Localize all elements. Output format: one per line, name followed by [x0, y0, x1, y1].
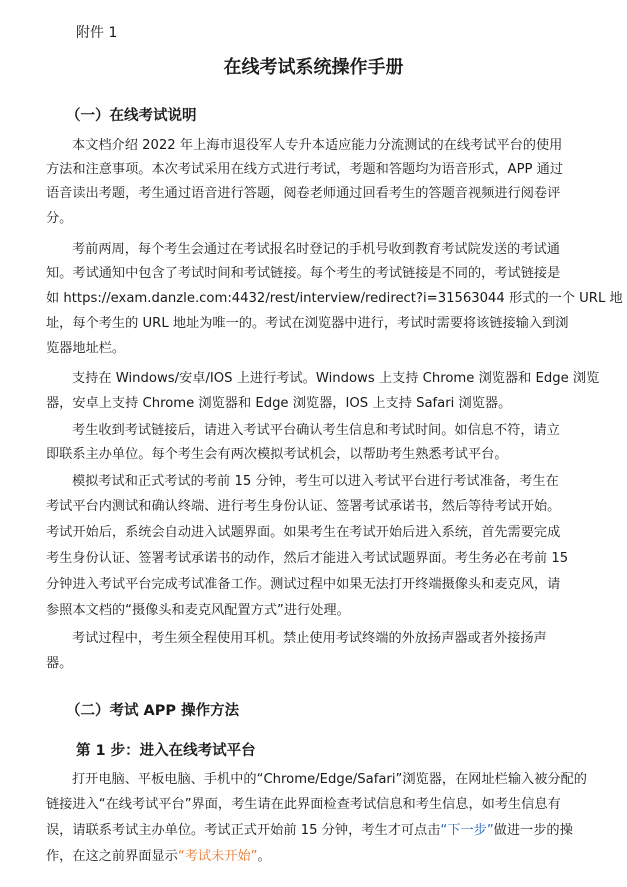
- paragraph-line: 考生身份认证、签署考试承诺书的动作，然后才能进入考试试题界面。考生务必在考前 15: [46, 551, 569, 566]
- paragraph-line: 考试平台内测试和确认终端、进行考生身份认证、签署考试承诺书，然后等待考试开始。: [46, 499, 561, 514]
- paragraph-line: [46, 819, 573, 838]
- paragraph-line: 考生收到考试链接后，请进入考试平台确认考生信息和考试时间。如信息不符，请立: [72, 423, 560, 438]
- paragraph-line: 即联系主办单位。每个考生会有两次模拟考试机会，以帮助考生熟悉考试平台。: [46, 447, 508, 462]
- document-title: 在线考试系统操作手册: [223, 57, 404, 78]
- paragraph-text: 。: [257, 849, 271, 864]
- paragraph-line: 模拟考试和正式考试的考前 15 分钟，考生可以进入考试平台进行考试准备，考生在: [72, 474, 559, 489]
- paragraph-text: 做进一步的操: [493, 823, 573, 838]
- paragraph-line: 分钟进入考试平台完成考试准备工作。测试过程中如果无法打开终端摄像头和麦克风，请: [46, 577, 561, 592]
- paragraph-line: 考前两周，每个考生会通过在考试报名时登记的手机号收到教育考试院发送的考试通: [72, 242, 560, 257]
- paragraph-line: 打开电脑、平板电脑、手机中的“Chrome/Edge/Safari”浏览器，在网址栏输入被分配的: [72, 772, 587, 787]
- paragraph-line: 参照本文档的“摄像头和麦克风配置方式”进行处理。: [46, 603, 350, 618]
- section-heading-app-operation: （二）考试 APP 操作方法: [66, 703, 240, 719]
- paragraph-line: 考试开始后，系统会自动进入试题界面。如果考生在考试开始后进入系统，首先需要完成: [46, 525, 561, 540]
- next-step-link-text: “下一步”: [440, 823, 494, 838]
- paragraph-line: 址，每个考生的 URL 地址为唯一的。考试在浏览器中进行，考试时需要将该链接输入到浏: [46, 316, 569, 331]
- paragraph-line: 支持在 Windows/安卓/IOS 上进行考试。Windows 上支持 Chrome 浏览器和 Edge 浏览: [72, 371, 600, 386]
- step-heading-enter-platform: 第 1 步：进入在线考试平台: [76, 743, 256, 759]
- paragraph-line: 分。: [46, 211, 73, 226]
- paragraph-line: 本文档介绍 2022 年上海市退役军人专升本适应能力分流测试的在线考试平台的使用: [72, 138, 563, 153]
- paragraph-line: [46, 845, 271, 864]
- paragraph-line: 器，安卓上支持 Chrome 浏览器和 Edge 浏览器，IOS 上支持 Safari 浏览器。: [46, 396, 512, 411]
- paragraph-line: 语音读出考题，考生通过语音进行答题，阅卷老师通过回看考生的答题音视频进行阅卷评: [46, 186, 561, 201]
- section-heading-online-exam: （一）在线考试说明: [66, 108, 197, 124]
- exam-not-started-status: “考试未开始”: [177, 849, 258, 864]
- paragraph-line: 考试过程中，考生须全程使用耳机。禁止使用考试终端的外放扬声器或者外接扬声: [72, 631, 547, 646]
- paragraph-line: 知。考试通知中包含了考试时间和考试链接。每个考生的考试链接是不同的，考试链接是: [46, 266, 561, 281]
- paragraph-line: 链接进入“在线考试平台”界面，考生请在此界面检查考试信息和考生信息，如考生信息有: [46, 797, 561, 812]
- paragraph-line: 方法和注意事项。本次考试采用在线方式进行考试，考题和答题均为语音形式，APP 通过: [46, 162, 564, 177]
- paragraph-line: 器。: [46, 656, 73, 671]
- attachment-label: 附件 1: [76, 25, 118, 41]
- paragraph-line: 如 https://exam.danzle.com:4432/rest/interview/redirect?i=31563044 形式的一个 URL 地: [46, 291, 623, 306]
- paragraph-text: 误，请联系考试主办单位。考试正式开始前 15 分钟，考生才可点击: [46, 823, 441, 838]
- paragraph-text: 作，在这之前界面显示: [46, 849, 178, 864]
- paragraph-line: 览器地址栏。: [46, 341, 126, 356]
